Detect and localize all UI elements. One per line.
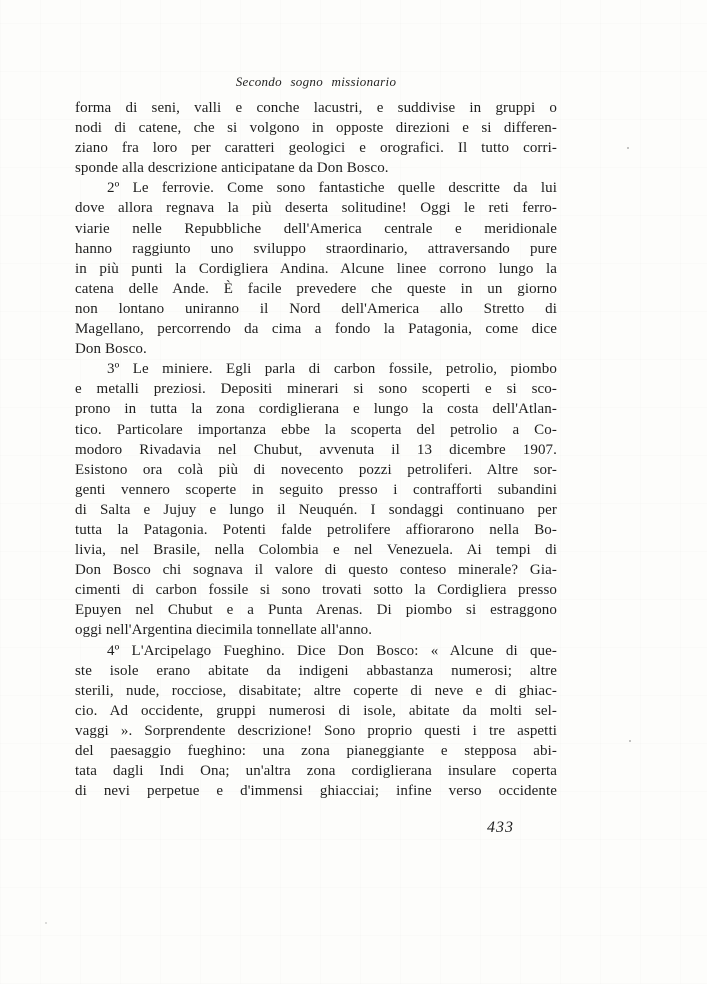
text-line: hanno raggiunto uno sviluppo straordinario, attraversando pure: [75, 240, 557, 257]
text-line: 3º Le miniere. Egli parla di carbon fossile, petrolio, piombo: [107, 361, 557, 378]
text-line: Epuyen nel Chubut e a Punta Arenas. Di piombo si estraggono: [75, 602, 557, 619]
text-line: di Salta e Jujuy e lungo il Neuquén. I sondaggi continuano per: [75, 501, 557, 518]
text-line: 2º Le ferrovie. Come sono fantastiche quelle descritte da lui: [107, 180, 557, 197]
text-line: livia, nel Brasile, nella Colombia e nel Venezuela. Ai tempi di: [75, 542, 557, 559]
text-line: prono in tutta la zona cordiglierana e lungo la costa dell'Atlan-: [75, 401, 557, 418]
scan-speck: [627, 147, 629, 149]
page-number: 433: [487, 819, 514, 836]
text-line: Don Bosco chi sognava il valore di questo conteso minerale? Gia-: [75, 562, 557, 579]
text-line: vaggi ». Sorprendente descrizione! Sono proprio questi i tre aspetti: [75, 722, 557, 739]
text-line: 4º L'Arcipelago Fueghino. Dice Don Bosco: « Alcune di que-: [107, 642, 557, 659]
paragraph-3: [75, 359, 557, 640]
text-line: ziano fra loro per caratteri geologici e orografici. Il tutto corri-: [75, 140, 557, 157]
text-line: forma di seni, valli e conche lacustri, e suddivise in gruppi o: [75, 100, 557, 116]
text-line: tata dagli Indi Ona; un'altra zona cordiglierana insulare coperta: [75, 763, 557, 780]
text-line: Esistono ora colà più di novecento pozzi petroliferi. Altre sor-: [75, 461, 557, 478]
text-line: del paesaggio fueghino: una zona pianeggiante e stepposa abi-: [75, 743, 557, 759]
text-line: sponde alla descrizione anticipatane da Don Bosco.: [75, 160, 389, 177]
text-line: e metalli preziosi. Depositi minerari si sono scoperti e si sco-: [75, 381, 557, 398]
paragraph-2: [75, 178, 557, 359]
text-line: Don Bosco.: [75, 341, 147, 358]
text-line: nodi di catene, che si volgono in opposte direzioni e si differen-: [75, 120, 557, 137]
text-line: di nevi perpetue e d'immensi ghiacciai; infine verso occidente: [75, 783, 557, 800]
text-line: dove allora regnava la più deserta solitudine! Oggi le reti ferro-: [75, 200, 557, 217]
text-line: in più punti la Cordigliera Andina. Alcune linee corrono lungo la: [75, 260, 557, 277]
text-line: ste isole erano abitate da indigeni abbastanza numerosi; altre: [75, 662, 557, 679]
text-line: oggi nell'Argentina diecimila tonnellate all'anno.: [75, 622, 373, 639]
text-line: viarie nelle Repubbliche dell'America centrale e meridionale: [75, 220, 557, 237]
text-line: genti vennero scoperte in seguito presso i contrafforti subandini: [75, 481, 557, 498]
paragraph-1: [75, 98, 557, 178]
body-text-block: [75, 98, 557, 801]
scan-speck: [629, 740, 631, 742]
running-header: Secondo sogno missionario: [235, 74, 397, 89]
text-line: non lontano uniranno il Nord dell'America allo Stretto di: [75, 300, 557, 317]
text-line: tutta la Patagonia. Potenti falde petrolifere affiorarono nella Bo-: [75, 521, 557, 538]
text-line: Magellano, percorrendo da cima a fondo la Patagonia, come dice: [75, 321, 557, 338]
text-line: modoro Rivadavia nel Chubut, avvenuta il 13 dicembre 1907.: [75, 441, 557, 458]
scan-speck: [45, 922, 47, 924]
text-line: catena delle Ande. È facile prevedere che queste in un giorno: [75, 280, 557, 297]
text-line: tico. Particolare importanza ebbe la scoperta del petrolio a Co-: [75, 421, 557, 438]
text-line: cimenti di carbon fossile si sono trovati sotto la Cordigliera presso: [75, 582, 557, 599]
text-line: sterili, nude, rocciose, disabitate; altre coperte di neve e di ghiac-: [75, 682, 557, 699]
paragraph-4: [75, 641, 557, 802]
text-line: cio. Ad occidente, gruppi numerosi di isole, abitate da molti sel-: [75, 702, 557, 719]
